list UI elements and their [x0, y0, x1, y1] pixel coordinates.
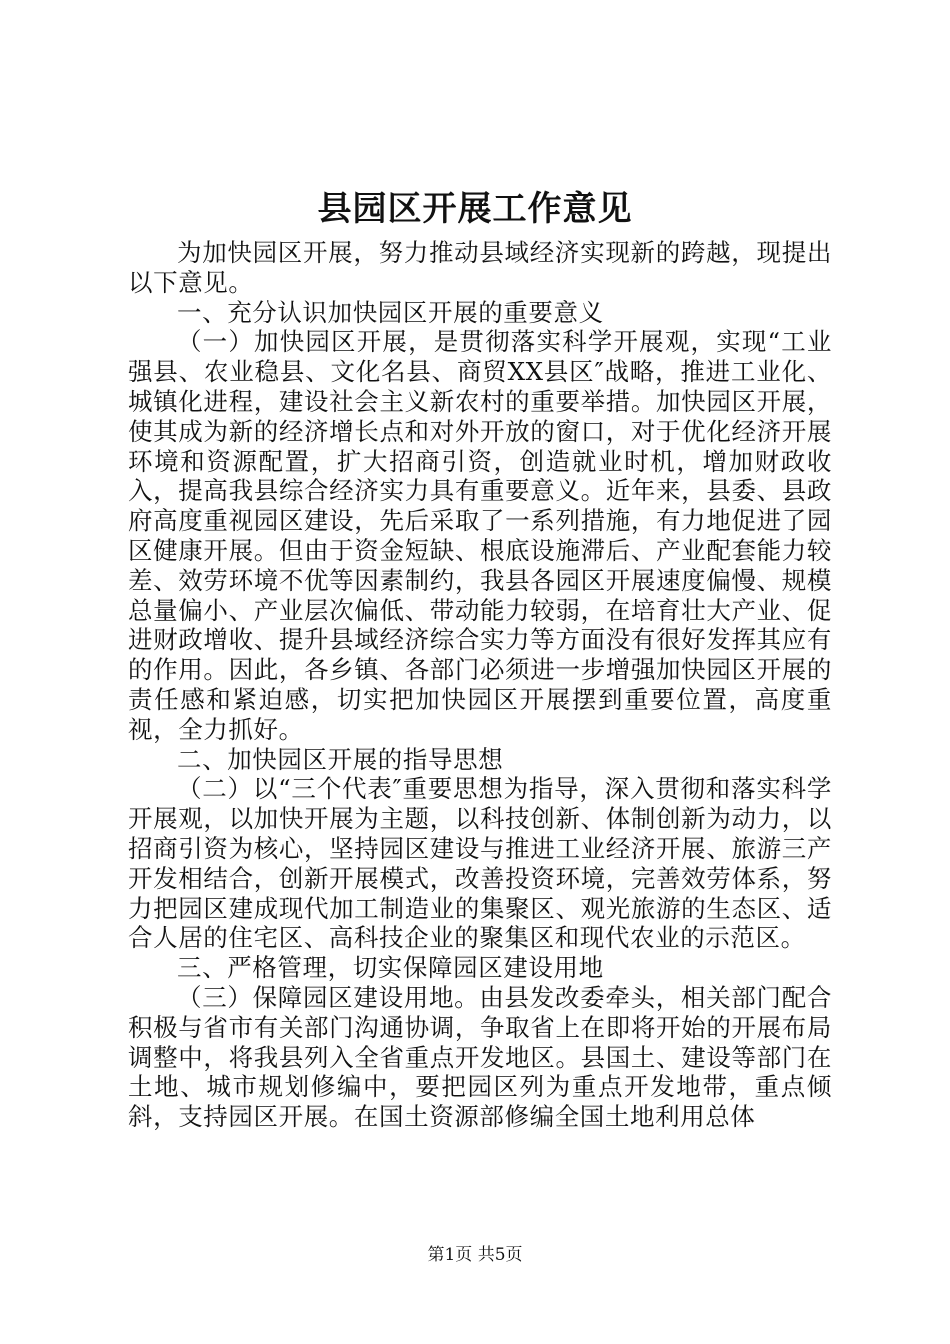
section-heading-1: 一、充分认识加快园区开展的重要意义: [177, 297, 604, 327]
section-heading-2: 二、加快园区开展的指导思想: [177, 744, 504, 774]
page-number-footer: 第1页 共5页: [427, 1245, 523, 1265]
paragraph-item-1: （一）加快园区开展，是贯彻落实科学开展观，实现“工业强县、农业稳县、文化名县、商贸XX县区″战略，推进工业化、城镇化进程，建设社会主义新农村的重要举措。加快园区开展，使其成为新的经济增长点和对外开放的窗口，对于优化经济开展环境和资源配置，扩大招商引资，创造就业时机，增加财政收入，提高我县综合经济实力具有重要意义。近年来，县委、县政府高度重视园区建设，先后采取了一系列措施，有力地促进了园区健康开展。但由于资金短缺、根底设施滞后、产业配套能力较差、效劳环境不优等因素制约，我县各园区开展速度偏慢、规模总量偏小、产业层次偏低、带动能力较弱，在培育壮大产业、促进财政增收、提升县域经济综合实力等方面没有很好发挥其应有的作用。因此，各乡镇、各部门必须进一步增强加快园区开展的责任感和紧迫感，切实把加快园区开展摆到重要位置，高度重视，全力抓好。: [128, 327, 832, 744]
document-title: 县园区开展工作意见: [317, 189, 633, 229]
paragraph-item-3: （三）保障园区建设用地。由县发改委牵头，相关部门配合积极与省市有关部门沟通协调，争取省上在即将开始的开展布局调整中，将我县列入全省重点开发地区。县国土、建设等部门在土地、城市规划修编中，要把园区列为重点开发地带，重点倾斜，支持园区开展。在国土资源部修编全国土地利用总体: [128, 982, 832, 1132]
intro-paragraph: 为加快园区开展，努力推动县域经济实现新的跨越，现提出以下意见。: [128, 238, 832, 297]
paragraph-item-2: （二）以“三个代表″重要思想为指导，深入贯彻和落实科学开展观，以加快开展为主题，以科技创新、体制创新为动力，以招商引资为核心，坚持园区建设与推进工业经济开展、旅游三产开发相结合，创新开展模式，改善投资环境，完善效劳体系，努力把园区建成现代加工制造业的集聚区、观光旅游的生态区、适合人居的住宅区、高科技企业的聚集区和现代农业的示范区。: [128, 774, 832, 953]
section-heading-3: 三、严格管理，切实保障园区建设用地: [177, 953, 604, 983]
document-body: [128, 238, 832, 1132]
